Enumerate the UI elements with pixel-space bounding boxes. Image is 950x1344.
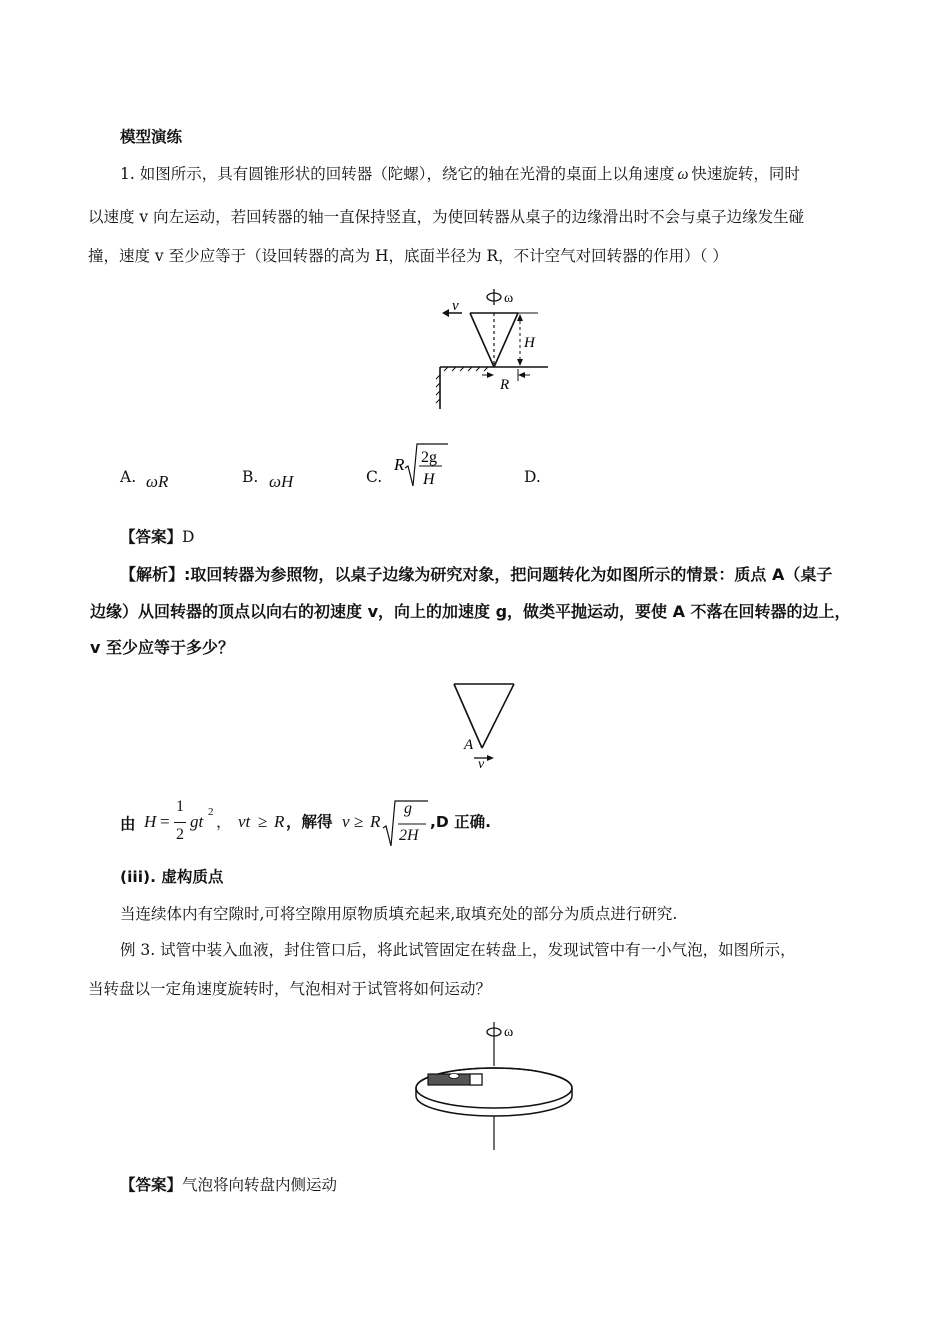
analysis-tag: 【解析】: [120, 565, 191, 584]
height-label: H [524, 335, 535, 351]
bubble [449, 1074, 459, 1079]
point-a-label: A [464, 737, 474, 753]
example3-line2: 当转盘以一定角速度旋转时，气泡相对于试管将如何运动？ [88, 980, 492, 998]
velocity-label: v [478, 757, 485, 772]
answer3-tag: 【答案】 [120, 1176, 183, 1194]
inverted-cone-figure [446, 678, 526, 776]
problem1-line1 [120, 162, 800, 187]
option-b-label: B. [242, 468, 259, 486]
omega-label: ω [504, 291, 514, 306]
option-b-value: ωH [269, 472, 294, 491]
analysis-line2: 边缘）从回转器的顶点以向右的初速度 v，向上的加速度 g，做类平抛运动，要使 A 不落在回转器的边上， [90, 602, 851, 621]
velocity-label: v [452, 298, 459, 314]
omega-label: ω [504, 1025, 514, 1040]
problem1-text-b: 快速旋转，同时 [691, 165, 800, 183]
example3-line1: 例 3. 试管中装入血液，封住管口后，将此试管固定在转盘上，发现试管中有一小气泡，如图所示， [120, 941, 796, 959]
answer1-tag: 【答案】 [120, 528, 183, 546]
svg-text:H: H [423, 471, 435, 488]
option-a-label: A. [120, 468, 137, 486]
problem1-line2: 以速度 v 向左运动，若回转器的轴一直保持竖直，为使回转器从桌子的边缘滑出时不会与桌子边缘发生碰 [88, 208, 805, 226]
analysis-text-1: 取回转器为参照物，以桌子边缘为研究对象，把问题转化为如图所示的情景：质点 A（桌子 [190, 565, 833, 584]
problem1-text-a: 1. 如图所示，具有圆锥形状的回转器（陀螺），绕它的轴在光滑的桌面上以角速度 [120, 165, 675, 183]
analysis-line3: v 至少应等于多少？ [90, 638, 235, 657]
radius-label: R [500, 377, 510, 393]
option-c-label: C. [366, 468, 383, 486]
svg-text:2g: 2g [421, 449, 437, 466]
omega-symbol: ω [677, 166, 689, 183]
section3-text: 当连续体内有空隙时,可将空隙用原物质填充起来,取填充处的部分为质点进行研究. [120, 905, 678, 923]
answer1 [120, 525, 194, 549]
solution-formula: 由 H = 1 2 gt 2 ， vt ≥ R ，解得 v ≥ R g 2H ,D 正确. [120, 798, 492, 844]
problem1-line3: 撞，速度 v 至少应等于（设回转器的高为 H，底面半径为 R，不计空气对回转器的作用）（ ） [88, 247, 728, 265]
option-c-formula [392, 440, 452, 492]
answer1-value: D [182, 528, 195, 546]
turntable-figure [410, 1020, 580, 1155]
analysis-line1 [120, 563, 832, 587]
section3-title: (iii). 虚构质点 [120, 868, 224, 886]
answer3 [120, 1173, 337, 1197]
option-d-label: D. [524, 468, 541, 486]
gyroscope-figure [430, 285, 560, 415]
answer3-value: 气泡将向转盘内侧运动 [182, 1176, 338, 1194]
section-title: 模型演练 [120, 128, 183, 146]
option-a-value: ωR [146, 472, 169, 491]
svg-text:R: R [394, 455, 405, 474]
